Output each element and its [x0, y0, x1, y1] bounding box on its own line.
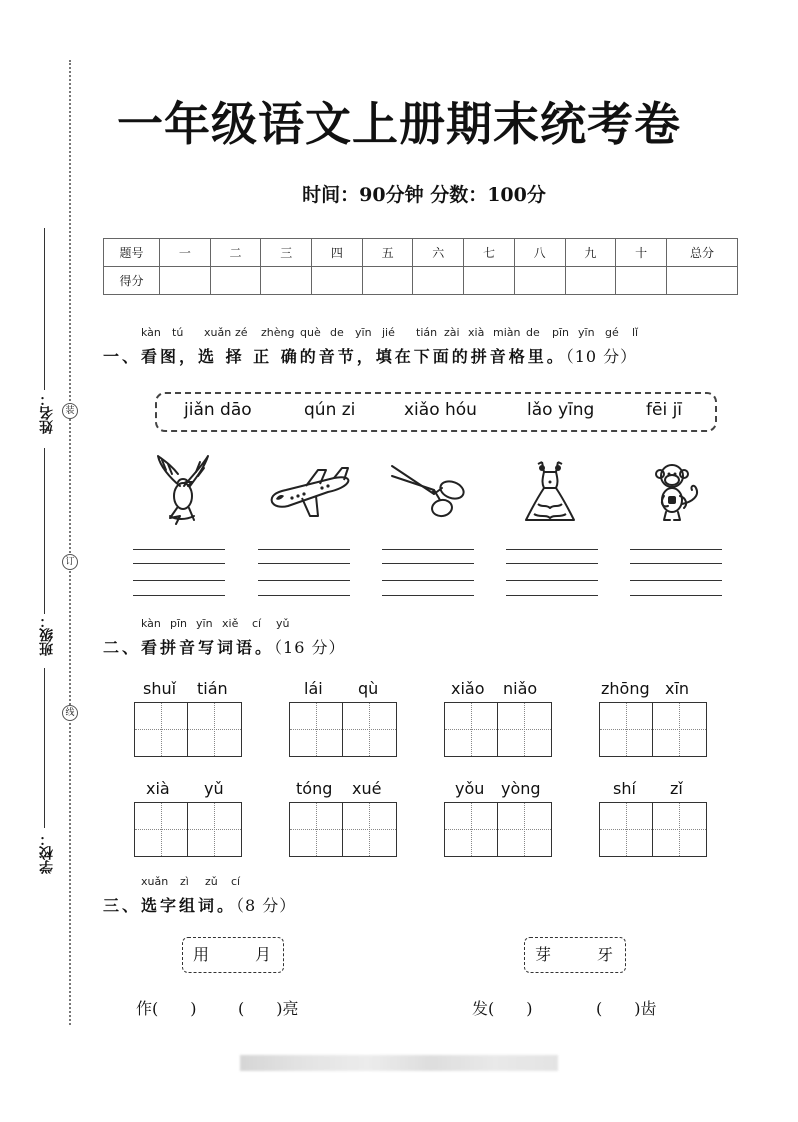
section3-points: （8 分） [236, 896, 297, 915]
pinyin-option: xiǎo hóu [404, 400, 477, 420]
table-cell: 一 [160, 239, 211, 267]
pinyin-annotation: zì [180, 875, 189, 888]
pinyin-annotation: xiě [222, 617, 239, 630]
pinyin-annotation: de [526, 326, 540, 339]
word-pinyin: zǐ [670, 779, 683, 798]
pinyin-annotation: lǐ [632, 326, 639, 339]
eagle-icon [150, 452, 214, 526]
writing-grid[interactable] [599, 802, 707, 857]
word-pinyin: zhōng [601, 679, 650, 698]
word-pinyin: tián [197, 679, 228, 698]
section1-heading [103, 344, 637, 367]
pinyin-annotation: pīn [552, 326, 570, 339]
answer-line[interactable] [258, 563, 350, 564]
answer-line[interactable] [630, 595, 722, 596]
pinyin-option: lǎo yīng [527, 400, 595, 420]
pinyin-annotation: zé [235, 326, 248, 339]
answer-line[interactable] [258, 580, 350, 581]
binding-mark-zhuang: 装 [62, 403, 78, 419]
char-option: 牙 [597, 945, 614, 964]
fill-blank-left[interactable]: 发( ) [472, 999, 533, 1018]
score-table [103, 238, 738, 295]
name-fill-line[interactable] [44, 228, 45, 390]
pinyin-annotation: zài [444, 326, 460, 339]
answer-line[interactable] [506, 563, 598, 564]
page-title: 一年级语文上册期末统考卷 [117, 97, 681, 151]
table-cell: 二 [210, 239, 261, 267]
pinyin-annotation: què [300, 326, 321, 339]
writing-grid[interactable] [134, 802, 242, 857]
pinyin-option: qún zi [304, 400, 356, 420]
school-fill-line[interactable] [44, 668, 45, 828]
word-pinyin: shí [613, 779, 636, 798]
score-cell[interactable] [362, 267, 413, 295]
pinyin-annotation: miàn [493, 326, 521, 339]
word-pinyin: yǔ [204, 779, 224, 798]
monkey-icon [652, 460, 702, 524]
table-cell: 三 [261, 239, 312, 267]
pinyin-annotation: kàn [141, 617, 161, 630]
answer-line[interactable] [506, 580, 598, 581]
section2-heading [103, 635, 345, 658]
table-cell: 十 [616, 239, 667, 267]
answer-line[interactable] [382, 563, 474, 564]
score-cell[interactable] [514, 267, 565, 295]
section2-title: 二、看拼音写词语。 [103, 638, 275, 657]
writing-grid[interactable] [289, 702, 397, 757]
pinyin-option: fēi jī [646, 400, 683, 420]
answer-line[interactable] [133, 563, 225, 564]
answer-line[interactable] [133, 595, 225, 596]
score-cell[interactable] [160, 267, 211, 295]
table-cell: 八 [514, 239, 565, 267]
word-pinyin: qù [358, 679, 379, 698]
table-row [104, 267, 738, 295]
writing-grid[interactable] [289, 802, 397, 857]
section1-title: 一、看图，选 择 正 确的音节，填在下面的拼音格里。 [103, 347, 566, 366]
score-cell[interactable] [312, 267, 363, 295]
binding-mark-ding: 订 [62, 554, 78, 570]
pinyin-option: jiǎn dāo [184, 400, 252, 420]
airplane-icon [266, 466, 352, 522]
pinyin-annotation: yīn [196, 617, 213, 630]
scissors-icon [388, 460, 470, 522]
fill-blank-right[interactable]: ( )齿 [596, 999, 657, 1018]
table-cell: 得分 [104, 267, 160, 295]
writing-grid[interactable] [134, 702, 242, 757]
score-cell[interactable] [667, 267, 738, 295]
word-pinyin: xià [146, 779, 170, 798]
char-option: 月 [255, 945, 272, 964]
word-pinyin: xīn [665, 679, 690, 698]
table-row [104, 239, 738, 267]
answer-line[interactable] [258, 549, 350, 550]
score-cell[interactable] [565, 267, 616, 295]
table-cell: 五 [362, 239, 413, 267]
table-cell: 总分 [667, 239, 738, 267]
answer-line[interactable] [382, 595, 474, 596]
score-cell[interactable] [616, 267, 667, 295]
pinyin-annotation: de [330, 326, 344, 339]
blurred-watermark [240, 1055, 558, 1071]
score-cell[interactable] [261, 267, 312, 295]
score-cell[interactable] [464, 267, 515, 295]
pinyin-annotation: cí [252, 617, 262, 630]
pinyin-annotation: xuǎn [204, 326, 232, 339]
answer-line[interactable] [382, 549, 474, 550]
char-choice-box [182, 937, 284, 973]
pinyin-annotation: yīn [355, 326, 372, 339]
name-label: 姓名： [39, 392, 55, 434]
pinyin-annotation: pīn [170, 617, 188, 630]
answer-line[interactable] [630, 580, 722, 581]
word-pinyin: shuǐ [143, 679, 177, 698]
pinyin-annotation: cí [231, 875, 241, 888]
pinyin-annotation: kàn [141, 326, 161, 339]
answer-line[interactable] [506, 549, 598, 550]
class-fill-line[interactable] [44, 448, 45, 614]
writing-grid[interactable] [444, 802, 552, 857]
pinyin-annotation: yǔ [276, 617, 290, 630]
pinyin-annotation: jié [382, 326, 395, 339]
word-pinyin: lái [304, 679, 323, 698]
table-cell: 四 [312, 239, 363, 267]
table-cell: 九 [565, 239, 616, 267]
school-label: 学校： [39, 832, 55, 874]
word-pinyin: niǎo [503, 679, 538, 698]
score-cell[interactable] [210, 267, 261, 295]
char-option: 用 [193, 945, 210, 964]
exam-info: 时间：90分钟 分数：100分 [302, 184, 546, 206]
char-option: 芽 [535, 945, 552, 964]
section2-points: （16 分） [274, 638, 346, 657]
char-choice-box [524, 937, 626, 973]
word-pinyin: xué [352, 779, 382, 798]
pinyin-annotation: zhèng [261, 326, 295, 339]
pinyin-annotation: zǔ [205, 875, 218, 888]
answer-line[interactable] [133, 549, 225, 550]
table-cell: 七 [464, 239, 515, 267]
word-pinyin: tóng [296, 779, 333, 798]
dress-icon [522, 458, 578, 524]
answer-line[interactable] [382, 580, 474, 581]
pinyin-annotation: tián [416, 326, 438, 339]
writing-grid[interactable] [444, 702, 552, 757]
pinyin-annotation: xuǎn [141, 875, 169, 888]
section3-heading [103, 893, 296, 916]
score-cell[interactable] [413, 267, 464, 295]
answer-line[interactable] [133, 580, 225, 581]
answer-line[interactable] [258, 595, 350, 596]
word-pinyin: xiǎo [451, 679, 485, 698]
pinyin-annotation: yīn [578, 326, 595, 339]
pinyin-annotation: gé [605, 326, 619, 339]
fill-blank-right[interactable]: ( )亮 [238, 999, 299, 1018]
word-pinyin: yòng [501, 779, 541, 798]
section3-title: 三、选字组词。 [103, 896, 237, 915]
section1-points: （10 分） [565, 347, 638, 366]
table-cell: 题号 [104, 239, 160, 267]
answer-line[interactable] [630, 563, 722, 564]
fill-blank-left[interactable]: 作( ) [136, 999, 197, 1018]
class-label: 班级： [39, 614, 55, 656]
word-pinyin: yǒu [455, 779, 485, 798]
pinyin-annotation: tú [172, 326, 184, 339]
writing-grid[interactable] [599, 702, 707, 757]
answer-line[interactable] [630, 549, 722, 550]
binding-mark-xian: 线 [62, 705, 78, 721]
table-cell: 六 [413, 239, 464, 267]
answer-line[interactable] [506, 595, 598, 596]
pinyin-annotation: xià [468, 326, 485, 339]
